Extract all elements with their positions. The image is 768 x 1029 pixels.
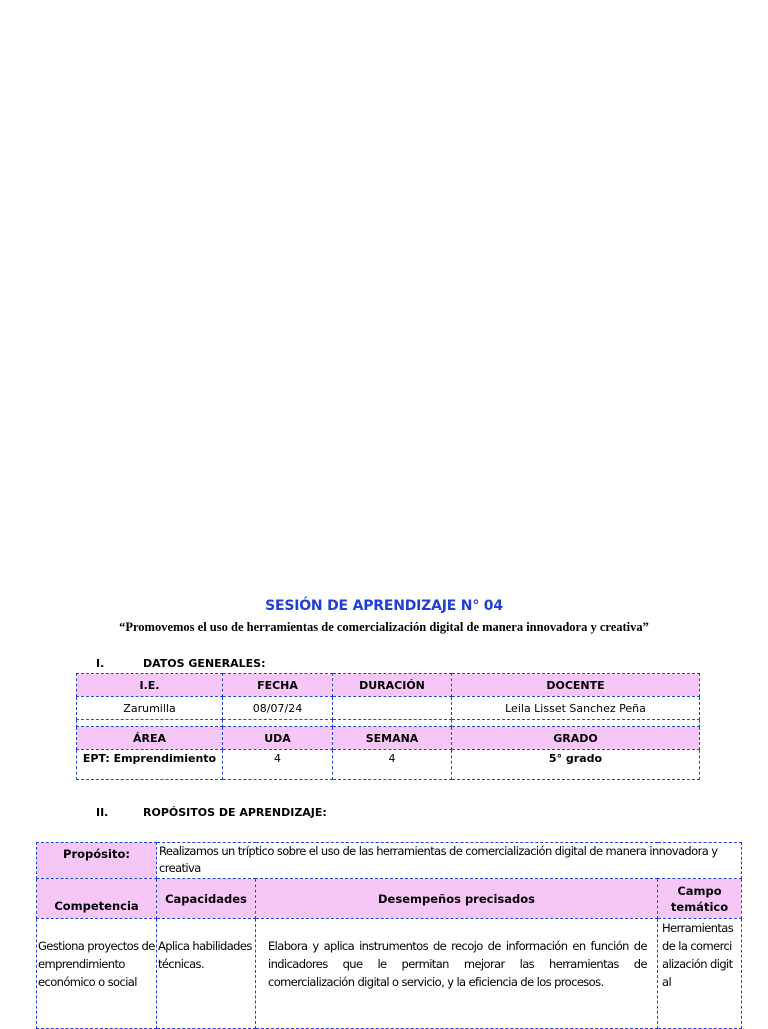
proposito-label: Propósito: xyxy=(37,843,157,879)
section-label: ROPÓSITOS DE APRENDIZAJE: xyxy=(143,806,327,819)
competencia-cell: Gestiona proyectos de emprendimiento económico o social xyxy=(37,919,157,1029)
section-number: II. xyxy=(96,806,109,819)
value-duracion xyxy=(333,697,452,720)
spacer-cell xyxy=(223,720,333,727)
header-duracion: DURACIÓN xyxy=(333,674,452,697)
header-campo-tematico: Campo temático xyxy=(658,879,742,919)
proposito-text: Realizamos un tríptico sobre el uso de las herramientas de comercialización digital de manera innovadora y creativa xyxy=(157,843,742,879)
value-grado: 5° grado xyxy=(452,750,700,780)
header-desempenos: Desempeños precisados xyxy=(256,879,658,919)
value-semana: 4 xyxy=(333,750,452,780)
spacer-cell xyxy=(77,720,223,727)
header-capacidades: Capacidades xyxy=(157,879,256,919)
datos-generales-table xyxy=(76,673,700,780)
page-title: SESIÓN DE APRENDIZAJE N° 04 xyxy=(265,598,503,614)
header-uda: UDA xyxy=(223,727,333,750)
desempenos-cell: Elabora y aplica instrumentos de recojo de información en función de indicadores que le permitan mejorar las herramientas de comercialización digital o servicio, y la eficiencia de los procesos. xyxy=(256,919,658,1029)
header-grado: GRADO xyxy=(452,727,700,750)
value-uda: 4 xyxy=(223,750,333,780)
value-ie: Zarumilla xyxy=(77,697,223,720)
header-ie: I.E. xyxy=(77,674,223,697)
page-subtitle: “Promovemos el uso de herramientas de comercialización digital de manera innovadora y creativa” xyxy=(119,620,649,634)
header-docente: DOCENTE xyxy=(452,674,700,697)
header-fecha: FECHA xyxy=(223,674,333,697)
campo-tematico-cell: Herramientas de la comercialización digital xyxy=(658,919,742,1029)
capacidades-cell: Aplica habilidades técnicas. xyxy=(157,919,256,1029)
value-fecha: 08/07/24 xyxy=(223,697,333,720)
propositos-table xyxy=(36,842,742,1029)
value-area: EPT: Emprendimiento xyxy=(77,750,223,780)
spacer-cell xyxy=(452,720,700,727)
header-competencia: Competencia xyxy=(37,879,157,919)
section-label: DATOS GENERALES: xyxy=(143,657,266,670)
section-number: I. xyxy=(96,657,105,670)
spacer-cell xyxy=(333,720,452,727)
header-area: ÁREA xyxy=(77,727,223,750)
value-docente: Leila Lisset Sanchez Peña xyxy=(452,697,700,720)
header-semana: SEMANA xyxy=(333,727,452,750)
